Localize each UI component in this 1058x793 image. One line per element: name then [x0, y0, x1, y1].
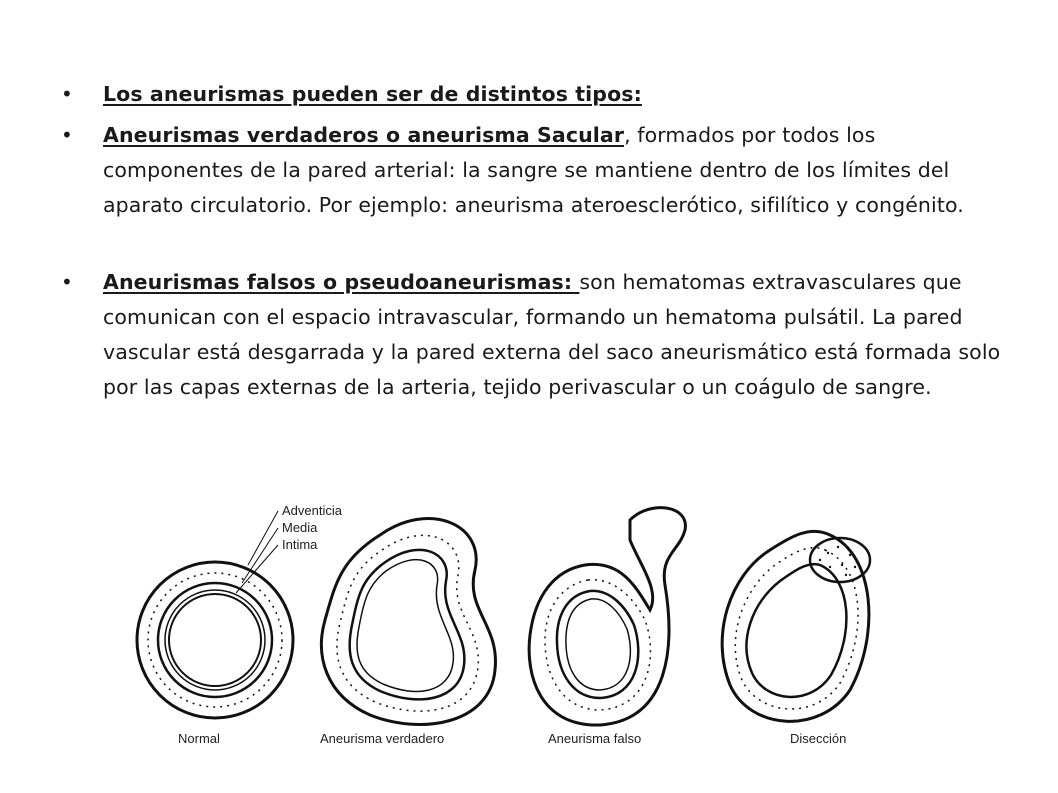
aneurysm-diagram — [130, 495, 890, 755]
bullet-dot: • — [61, 270, 73, 294]
caption-false-aneurysm: Aneurisma falso — [548, 731, 642, 746]
bullet-lead: Aneurismas falsos o pseudoaneurismas: — [103, 270, 580, 294]
bullet-text: , formados por todos los componentes de la pared arterial: la sangre se mantiene dentro de los límites del aparato circulatorio. Por ejemplo: aneurisma ateroesclerótico, sifilítico y congénito. — [103, 123, 964, 217]
bullet-item-false-aneurysm — [61, 265, 1003, 405]
aneurysm-diagram-svg — [130, 495, 890, 755]
bullet-lead: Los aneurismas pueden ser de distintos tipos: — [103, 82, 642, 106]
label-adventicia: Adventicia — [282, 503, 342, 518]
dissection-vessel — [722, 531, 870, 721]
caption-true-aneurysm: Aneurisma verdadero — [320, 731, 445, 746]
bullet-item-types — [61, 77, 1003, 112]
bullet-text: son hematomas extravasculares que comunican con el espacio intravascular, formando un hematoma pulsátil. La pared vascular está desgarrada y la pared externa del saco aneurismático está formada solo por las capas externas de la arteria, tejido perivascular o un coágulo de sangre. — [103, 270, 1001, 399]
label-intima: Intima — [282, 537, 318, 552]
caption-normal: Normal — [178, 731, 220, 746]
bullet-item-true-aneurysm — [61, 118, 1003, 223]
true-aneurysm-vessel — [321, 519, 495, 725]
bullet-dot: • — [61, 82, 73, 106]
bullet-lead: Aneurismas verdaderos o aneurisma Sacular — [103, 123, 625, 147]
layer-pointer-lines — [236, 511, 278, 593]
bullet-dot: • — [61, 123, 73, 147]
normal-vessel — [137, 562, 293, 718]
label-media: Media — [282, 520, 318, 535]
caption-dissection: Disección — [790, 731, 847, 746]
false-aneurysm-vessel — [529, 508, 685, 725]
